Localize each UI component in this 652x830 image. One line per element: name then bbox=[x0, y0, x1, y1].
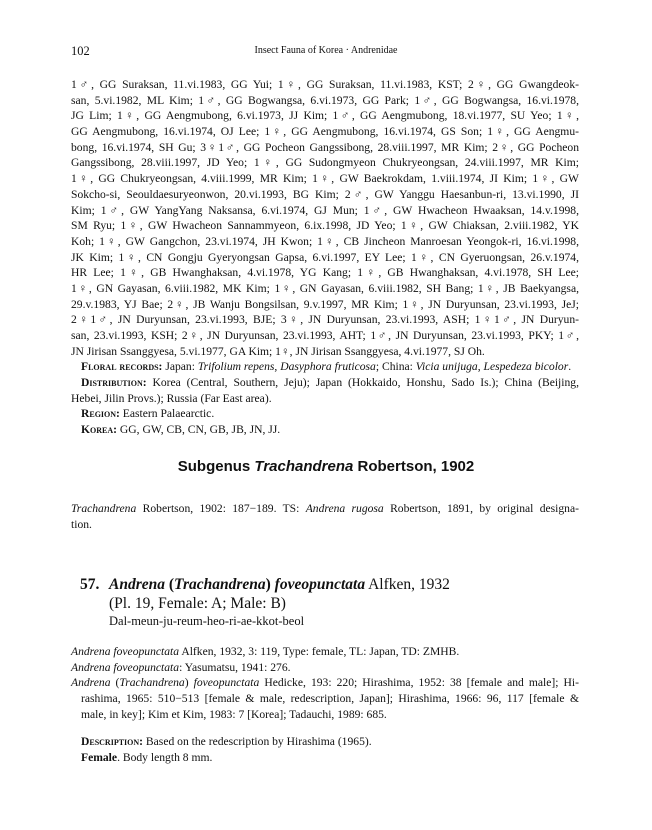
material-line: bong, 16.vi.1974, SH Gu; 3♀1♂, GG Pocheon Gangssibong, 28.viii.1997, MR Kim; 2♀, GG Pocheon bbox=[71, 140, 579, 154]
distribution: Distribution: Korea (Central, Southern, Jeju); Japan (Hokkaido, Honshu, Sado Is.); China (Beijing, bbox=[81, 376, 579, 390]
plant-name: Vicia unijuga bbox=[415, 360, 478, 374]
floral-records-label: Floral records: bbox=[81, 360, 163, 374]
distribution-continued: Hebei, Jilin Provs.); Russia (Far East area). bbox=[71, 391, 272, 405]
subgenus-reference: Trachandrena Robertson, 1902: 187−189. TS: Andrena rugosa Robertson, 1891, by original designa- tion. bbox=[71, 502, 579, 531]
material-line: HR Lee; 1♀, GB Hwanghaksan, 4.vi.1978, YG Kang; 1♀, GB Hwanghaksan, 4.vi.1978, SH Lee; bbox=[71, 266, 579, 280]
page-number: 102 bbox=[71, 44, 90, 58]
plate-reference: (Pl. 19, Female: A; Male: B) bbox=[109, 595, 286, 612]
material-line: SM Ryu; 1♀, GW Hwacheon Sannammyeon, 6.ix.1998, JD Yeo; 1♀, GW Chiaksan, 2.viii.1982, YK bbox=[71, 219, 579, 233]
korea-label: Korea: bbox=[81, 423, 117, 437]
page-header bbox=[71, 44, 581, 60]
floral-records: Floral records: Japan: Trifolium repens, Dasyphora fruticosa; China: Vicia unijuga, Lespedeza bicolor. bbox=[81, 360, 572, 374]
distribution-label: Distribution: bbox=[81, 376, 147, 390]
material-line: JN Jirisan Ssanggyesa, 5.vi.1977, GA Kim; 1♀, JN Jirisan Ssanggyesa, 4.vi.1977, SJ Oh. bbox=[71, 344, 485, 358]
female-label: Female bbox=[81, 750, 118, 764]
running-title: Insect Fauna of Korea · Andrenidae bbox=[254, 45, 398, 56]
description-label: Description: bbox=[81, 735, 144, 748]
subgenus-heading: Subgenus Trachandrena Robertson, 1902 bbox=[177, 458, 475, 475]
material-line: san, 23.vi.1993, KSH; 2♀, JN Duryunsan, 23.vi.1993, AHT; 1♂, JN Duryunsan, 23.vi.1993, PKY; 1♂, bbox=[71, 329, 579, 342]
plant-name: Dasyphora fruticosa bbox=[280, 360, 376, 374]
material-line: Gangssibong, 28.viii.1997, JD Yeo; 1♀, GG Sudongmyeon Chukryeongsan, 24.viii.1997, MR Kim; bbox=[71, 156, 579, 170]
material-examined bbox=[71, 77, 579, 438]
material-line: Sokcho-si, Seouldaesuryeonwon, 20.vi.1993, BG Kim; 2♂, GW Yanggu Haesanbun-ri, 13.vi.1990, JI bbox=[71, 187, 579, 201]
material-line: 2♀1♂, JN Duryunsan, 23.vi.1993, BJE; 3♀, JN Duryunsan, 23.vi.1993, ASH; 1♀1♂, JN Duryun- bbox=[71, 313, 579, 327]
korean-name: Dal-meun-ju-reum-heo-ri-ae-kkot-beol bbox=[109, 614, 305, 628]
material-line: san, 5.vi.1982, ML Kim; 1♂, GG Bogwangsa, 6.vi.1973, GG Park; 1♂, GG Bogwangsa, 16.vi.1978, bbox=[71, 93, 579, 107]
synonymy bbox=[71, 644, 579, 722]
material-line: Kim; 1♂, GW YangYang Naksansa, 6.vi.1974, GJ Mun; 1♂, GW Hwacheon Hwaaksan, 14.v.1998, bbox=[71, 203, 579, 217]
region: Region: Eastern Palaearctic. bbox=[81, 407, 215, 421]
material-line: 29.v.1983, YJ Bae; 2♀, JB Wanju Bongsilsan, 9.v.1997, MR Kim; 1♀, JN Duryunsan, 23.vi.1993, JeJ; bbox=[71, 297, 579, 311]
korea-provinces: Korea: GG, GW, CB, CN, GB, JB, JN, JJ. bbox=[81, 423, 281, 437]
synonym-continued: male, in key]; Kim et Kim, 1983: 7 [Korea]; Tadauchi, 1989: 685. bbox=[81, 707, 387, 721]
material-line: 1♀, GN Gayasan, 6.viii.1982, MK Kim; 1♀, GN Gayasan, 6.viii.1982, SH Bang; 1♀, JB Baekyangsa, bbox=[71, 281, 579, 295]
subgenus-name: Trachandrena bbox=[254, 458, 354, 475]
synonym-entry: Andrena (Trachandrena) foveopunctata Hedicke, 193: 220; Hirashima, 1952: 38 [female and male]; Hi- bbox=[71, 676, 579, 690]
synonym-entry: Andrena foveopunctata: Yasumatsu, 1941: 276. bbox=[71, 660, 291, 674]
type-species: Andrena rugosa bbox=[305, 502, 384, 515]
material-line: 1♀, GG Chukryeongsan, 4.viii.1999, MR Kim; 1♀, GW Baekrokdam, 1.viii.1974, JI Kim; 1♀, GW bbox=[71, 172, 579, 186]
material-line: 1♂, GG Suraksan, 11.vi.1983, GG Yui; 1♀, GG Suraksan, 11.vi.1983, KST; 2♀, GG Gwangdeok- bbox=[71, 78, 579, 91]
synonym-entry: Andrena foveopunctata Alfken, 1932, 3: 119, Type: female, TL: Japan, TD: ZMHB. bbox=[71, 645, 460, 658]
region-label: Region: bbox=[81, 407, 120, 421]
plant-name: Trifolium repens bbox=[197, 360, 275, 374]
material-line: GG Aengmubong, 16.vi.1974, OJ Lee; 1♀, GG Aengmubong, 16.vi.1974, GS Son; 1♀, GG Aengmu- bbox=[71, 125, 579, 139]
synonym-continued: rashima, 1965: 510−513 [female & male, redescription, Japan]; Hirashima, 1966: 96, 117 [female & bbox=[81, 692, 579, 706]
plant-name: Lespedeza bicolor bbox=[483, 360, 569, 374]
species-title: Andrena (Trachandrena) foveopunctata Alfken, 1932 bbox=[109, 576, 450, 593]
species-number: 57. bbox=[80, 576, 100, 593]
material-line: JG Lim; 1♀, GG Aengmubong, 6.vi.1973, JJ Kim; 1♂, GG Aengmubong, 18.vi.1977, SU Yeo; 1♀, bbox=[71, 109, 579, 123]
description: Description: Based on the redescription by Hirashima (1965). Female. Body length 8 mm. bbox=[81, 735, 372, 764]
material-line: JK Kim; 1♀, CN Gongju Gyeryongsan Gapsa, 6.vi.1997, EY Lee; 1♀, CN Gyeruongsan, 26.v.1974, bbox=[71, 250, 579, 264]
material-line: Koh; 1♀, GW Gangchon, 23.vi.1974, JH Kwon; 1♀, CB Jincheon Manroesan Yeongok-ri, 16.vi.1998, bbox=[71, 234, 579, 248]
